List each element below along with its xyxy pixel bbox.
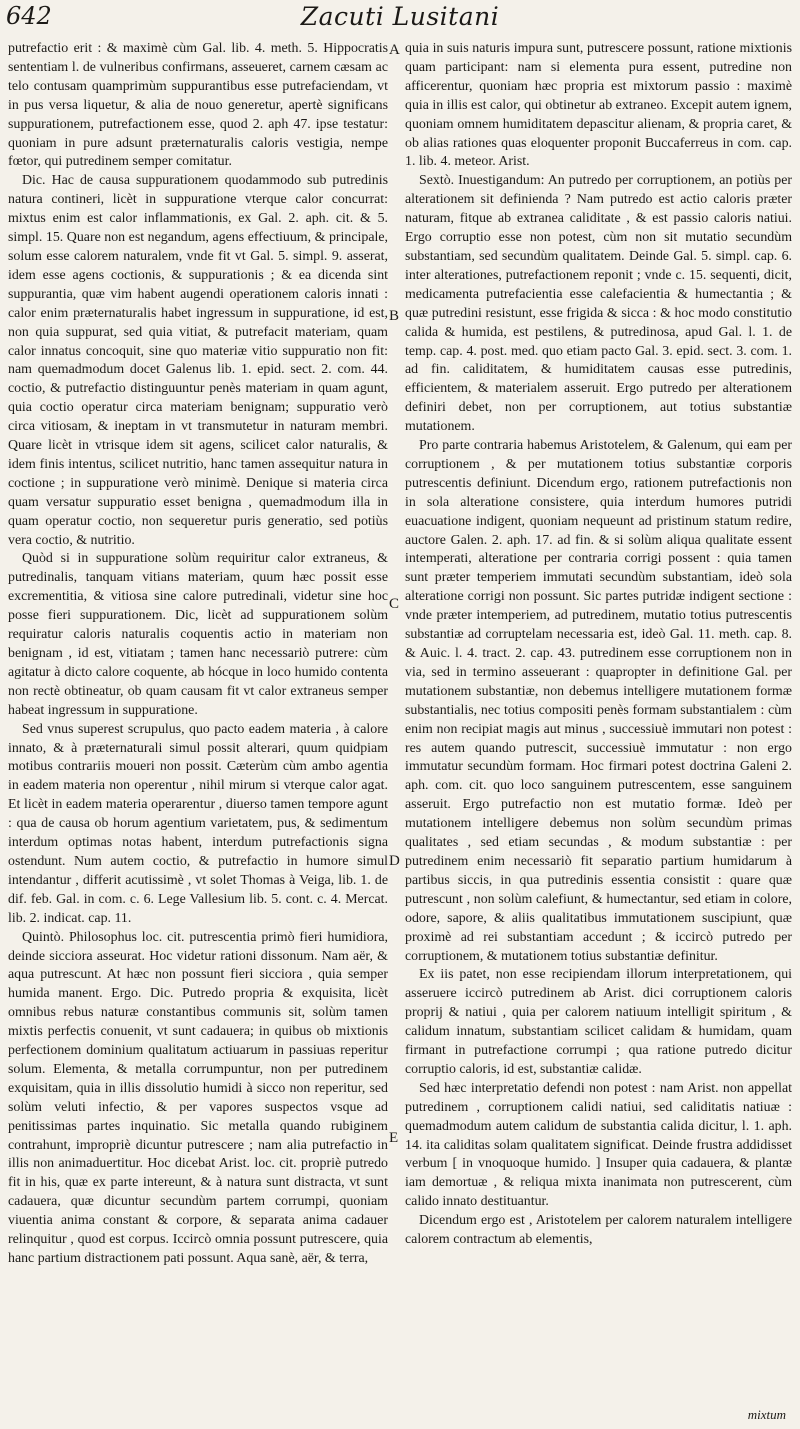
paragraph: Sed hæc interpretatio defendi non potest : nam Arist. non appellat putredinem , corruptionem calidi natiui, sed caliditatis natiuæ : quemadmodum autem calidum de substantia calida dicitur, l. 1. aph. 14. ita caliditas solam qualitatem significat. Deinde frustra addidisset verbum [ in vnoquoque humido. ] Insuper quia cadauera, & plantæ iam demortuæ , & reliqua mixta inanimata non putrescerent, cùm calido innato destituantur. [405, 1080, 792, 1210]
left-column [8, 40, 388, 1269]
margin-marker-b: B [389, 308, 400, 324]
margin-marker-e: E [389, 1130, 399, 1146]
page-number: 642 [6, 2, 52, 30]
page-header [0, 0, 800, 40]
margin-marker-d: D [389, 853, 400, 869]
paragraph: Sextò. Inuestigandum: An putredo per corruptionem, an potiùs per alterationem sit definienda ? Nam putredo est actio caloris præter naturam, fitque ab extranea caliditate , & est passio caloris natiui. Ergo corruptio esse non potest, cùm non sit mutatio secundùm substantiam, sed secundùm qualitatem. Deinde Gal. 5. simpl. cap. 6. inter alterationes, putrefactionem reponit ; vnde c. 15. sequenti, dicit, medicamenta putrefacientia esse calefacientia & humectantia ; & quæ putredini resistunt, esse frigida & sicca : & hoc modo constitutio calida & humida, est pestilens, & putredinosa, apud Gal. l. 1. de temp. cap. 4. post. med. quo etiam pacto Gal. 3. epid. sect. 3. com. 1. ad fin. caliditatem, & humiditatem causas esse putredinis, efficientem, & materialem asseruit. Ergo putredo per alterationem definiri debet, non per corruptionem, aut totius substantiæ mutationem. [405, 173, 792, 435]
paragraph: Dicendum ergo est , Aristotelem per calorem naturalem intelligere calorem contractum ab elementis, [405, 1213, 792, 1248]
margin-marker-c: C [389, 596, 400, 612]
catchword: mixtum [747, 1407, 786, 1422]
running-title: Zacuti Lusitani [300, 2, 500, 31]
paragraph: Quintò. Philosophus loc. cit. putrescentia primò fieri humidiora, deinde sicciora asseurat. Hoc videtur rationi dissonum. Nam aër, & aqua putrescunt. At hæc non possunt fieri sicciora , quia semper humida manent. Ergo. Dic. Putredo propria & exquisita, licèt omnibus rebus naturæ constantibus communis sit, solùm tamen mixtis perfectis conuenit, vt sunt cadauera; in quibus ob mixtionis perfectionem dominium qualitatum actiuarum in passiuas reperitur solum. Elementa, & metalla corrumpuntur, non per putredinem exquisitam, quia in illis dissolutio humidi à sicco non reperitur, sed solùm veluti infectio, & per vapores suspectos vsque ad penitissimas partes inquinatio. Sic metalla quando rubiginem contrahunt, impropriè dicuntur putrescere ; nam alia putrefactio in illis non animaduertitur. Hoc dicebat Arist. loc. cit. propriè putredo fit in his, quæ ex parte intereunt, & à natura sunt distracta, vt sunt cadauera, quæ dicuntur secundùm partem corrumpi, quoniam viuentia anima constant & corpore, & separata anima cadauer relinquitur , quod est corpus. Iccircò omnia possunt putrescere, quia hanc partium distractionem pati possunt. Aqua sanè, aër, & terra, [8, 929, 388, 1266]
paragraph: putrefactio erit : & maximè cùm Gal. lib. 4. meth. 5. Hippocratis sententiam l. de vulneribus confirmans, asseueret, carnem cæsam ac telo contusam quamprimùm suppurantibus esse putrefaciendam, vt in pus versa liquetur, & alia de nouo generetur, apertè significans suppurationem, putrefactionem esse, quod 2. aph 47. ipse testatur: quoniam in pure adsunt præternaturalis caloris vestigia, nempe fœtor, qui putredinem semper comitatur. [8, 41, 388, 170]
margin-marker-a: A [389, 42, 400, 58]
paragraph: Ex iis patet, non esse recipiendam illorum interpretationem, qui asseruere iccircò putredinem ab Arist. dici corruptionem caloris proprij & natiui , quia per calorem natiuum intelligit spiritum , & calidum innatum, substantiam scilicet calidam & humidam, quam firmant in putrefactione corrumpi ; qua ratione putredo dicitur corruptio caloris, id est, substantiæ calidæ. [405, 967, 792, 1077]
paragraph: Pro parte contraria habemus Aristotelem, & Galenum, qui eam per corruptionem , & per mutationem totius substantiæ corporis putrescentis definiunt. Dicendum ergo, rationem putrefactionis non in sola alteratione consistere, quia interdum humores putridi euacuatione indigent, quoniam nequeunt ad pristinum statum redire, auctore Galen. 2. aph. 17. ad fin. & si solùm aliqua qualitate essent intemperati, alteratione per contraria corrigi possent : quia tamen sunt præter temperiem immutati secundùm substantiam, ideò sola alteratione corrigi non possunt. Sic partes putridæ indigent sectione : vnde præter intemperiem, ad putredinem, mutatio totius putrescentis substantiæ ad corruptelam necessaria est, ideò Gal. 11. meth. cap. 8. & Auic. l. 4. tract. 2. cap. 43. putredinem esse corruptionem non in via, sed in termino asseuerant : quapropter in definitione Gal. per mutationem substantiæ, non debemus intelligere mutationem formæ substantialis, nec totius compositi penès formam substantialem : cùm enim non recipiat magis aut minus , successiuè immutari non potest : res autem quando putrescit, successiuè immutatur : non ergo immutatur secundùm formam. Hoc firmari potest doctrina Galeni 2. aph. com. cit. quo loco sanguinem putrescentem, esse sanguinem asseruit. Ergo putrefactio non est mutatio formæ. Ideò per mutationem intelligere debemus non solùm secundùm primas qualitates , sed etiam secundas , & modum substantiæ : per putredinem enim necessariò fit separatio partium humidarum à partibus siccis, in qua putredinis essentia consistit : quare quæ putrescunt , non solùm calefiunt, & humectantur, sed etiam in colore, odore, sapore, & aliis qualitatibus immutationem suscipiunt, quæ proximè ad rei substantiam accedunt ; & iccircò putredo per corruptionem, & mutationem totius substantiæ definitur. [405, 438, 792, 964]
paragraph: quia in suis naturis impura sunt, putrescere possunt, ratione mixtionis quam participant: nam si elementa pura essent, putredine non afficerentur, quoniam hæc propria est mixtorum passio : maximè quia in illis est calor, qui obtinetur ab extraneo. Excepit autem ignem, quoniam omnem humiditatem depascitur alienam, & propria caret, & ob alias rationes quas eloquenter proponit Buccaferreus in com. cap. 1. lib. 4. meteor. Arist. [405, 41, 792, 170]
paragraph: Quòd si in suppuratione solùm requiritur calor extraneus, & putredinalis, tanquam vitians materiam, quum hæc possit esse excrementitia, & vitiosa sine calore putredinali, videtur sine hoc posse fieri suppurationem. Dic, licèt ad suppurationem solùm requiratur caloris naturalis coquentis actio in materiam non benignam , id est, vitiatam ; tamen hanc necessariò putrere: cùm agitatur à dicto calore coquente, ab hócque in loco humido contenta non rectè obtineatur, ob quam causam fit vt calor extraneus semper habeat ingressum in suppuratione. [8, 551, 388, 718]
right-column [405, 40, 792, 1250]
paragraph: Dic. Hac de causa suppurationem quodammodo sub putredinis natura contineri, licèt in suppuratione vterque calor concurrat: mixtus enim est calor inflammationis, ex Gal. 2. aph. cit. & 5. simpl. 15. Quare non est negandum, agens effectiuum, & principale, solum esse calorem naturalem, vnde fit vt Gal. 5. simpl. 9. asserat, idem esse agens coctionis, & suppurationis ; & ea dicenda sint suppurantia, quæ vim habent augendi operationem caloris innati : calor enim præternaturalis habet ingressum in suppuratione, id est, non quia suppurat, sed quia vitiat, & putrefacit materiam, quam calor innatus concoquit, sine quo materiæ vitio suppuratio non fit: nam quemadmodum docet Galenus lib. 1. epid. sect. 2. com. 44. coctio, & putrefactio distinguuntur penès materiam in quam agunt, quia coctio operatur circa materiam benignam; suppuratio verò circa vitiosam, & ineptam in vt transmutetur in naturam membri. Quare licèt in vtrisque idem sit agens, scilicet calor naturalis, & idem finis intentus, scilicet nutritio, hanc tamen assequitur natura in coctione ; in suppuratione verò minimè. Denique si materia circa quam versatur suppuratio esset benigna , quemadmodum illa in quam operatur coctio, non sequeretur puris generatio, sed potiùs vera coctio, & nutritio. [8, 173, 388, 548]
paragraph: Sed vnus superest scrupulus, quo pacto eadem materia , à calore innato, & à præternaturali simul possit alterari, quum quidpiam motibus contrariis moueri non possit. Cæterùm cùm ambo agentia in eadem materia non operentur , nihil mirum si vterque calor agat. Et licèt in eadem materia operarentur , diuerso tamen tempore agunt : qua de causa ob horum agentium varietatem, pus, & sedimentum interdum optimas notas habent, interdum putrefactionis signa ostendunt. Num autem coctio, & putrefactio in humore simul intendantur , differit acutissimè , vt solet Thomas à Veiga, lib. 1. de dif. feb. Gal. in com. c. 6. Lege Vallesium lib. 5. cont. c. 4. Mercat. lib. 2. indicat. cap. 11. [8, 721, 388, 926]
